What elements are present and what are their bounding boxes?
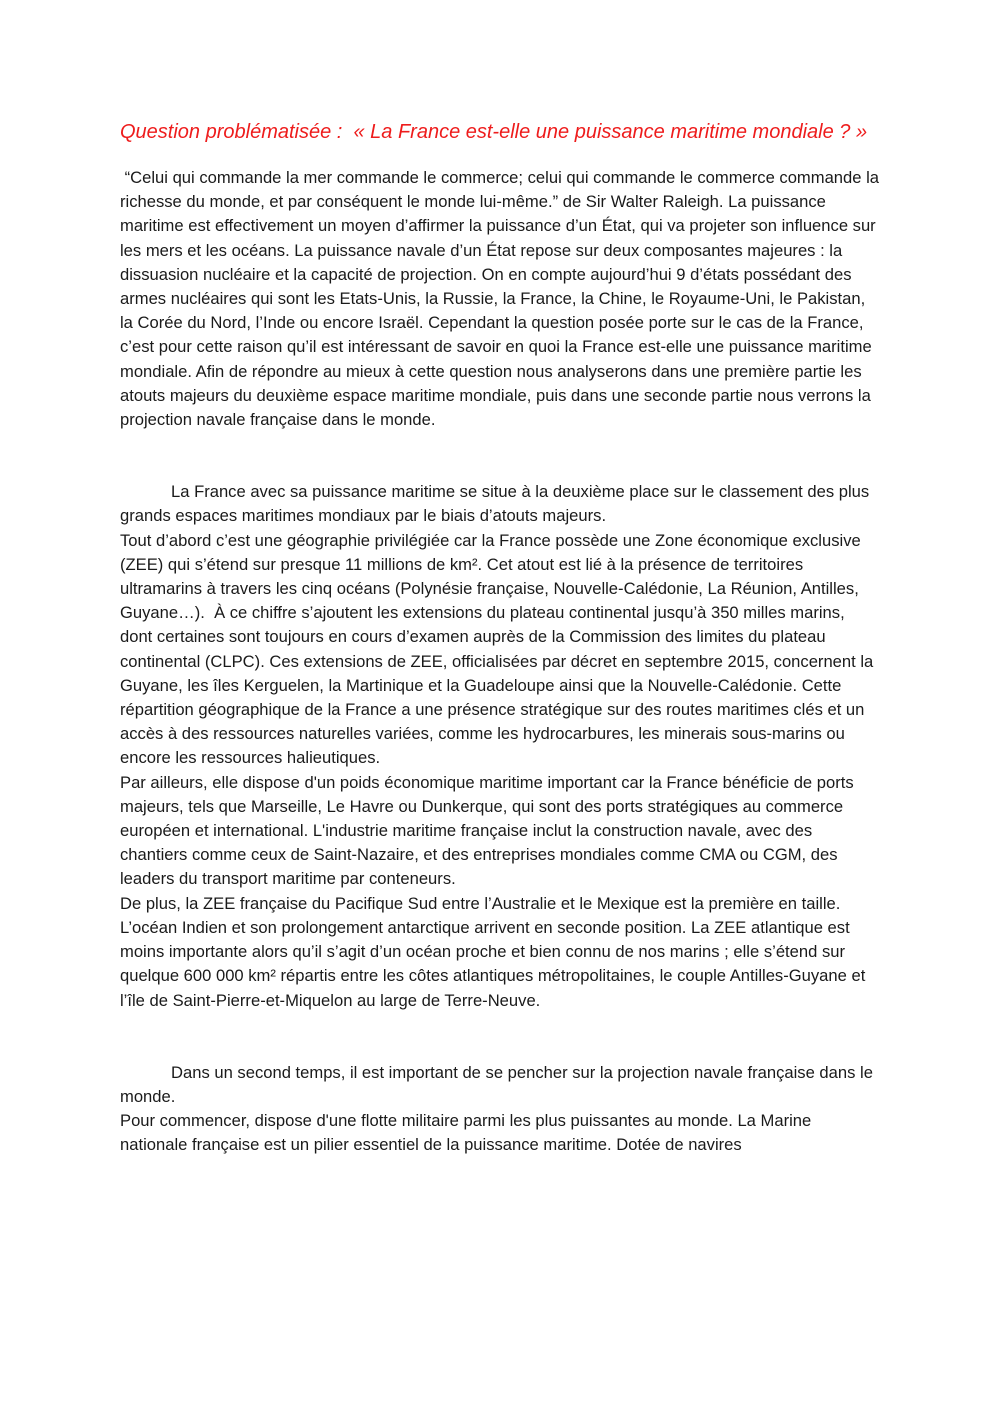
part1-economy-paragraph: Par ailleurs, elle dispose d'un poids économique maritime important car la France bénéficie de ports majeurs, tels que Marseille, Le Havre ou Dunkerque, qui sont des ports stratégiques au commerce européen et international. L'industrie maritime française inclut la construction navale, avec des chantiers comme ceux de Saint-Nazaire, et des entreprises mondiales comme CMA ou CGM, des leaders du transport maritime par conteneurs.: [120, 772, 859, 889]
part1-zee-paragraph: De plus, la ZEE française du Pacifique Sud entre l’Australie et le Mexique est la première en taille. L’océan Indien et son prolongement antarctique arrivent en seconde position. La ZEE atlantique est moins importante alors qu’il s’agit d’un océan proche et bien connu de nos marins ; elle s’étend sur quelque 600 000 km² répartis entre les côtes atlantiques métropolitaines, le couple Antilles-Guyane et l’île de Saint-Pierre-et-Miquelon au large de Terre-Neuve.: [120, 893, 870, 1010]
part1-opening-paragraph: La France avec sa puissance maritime se situe à la deuxième place sur le classement des plus grands espaces maritimes mondiaux par le biais d’atouts majeurs.: [120, 482, 874, 526]
part1-geography-paragraph: Tout d’abord c’est une géographie privilégiée car la France possède une Zone économique exclusive (ZEE) qui s’étend sur presque 11 millions de km². Cet atout est lié à la présence de territoires ultramarins à travers les cinq océans (Polynésie française, Nouvelle-Calédonie, La Réunion, Antilles, Guyane…). À ce chiffre s’ajoutent les extensions du plateau continental jusqu’à 350 milles marins, dont certaines sont toujours en cours d’examen auprès de la Commission des limites du plateau continental (CLPC). Ces extensions de ZEE, officialisées par décret en septembre 2015, concernent la Guyane, les îles Kerguelen, la Martinique et la Guadeloupe ainsi que la Nouvelle-Calédonie. Cette répartition géographique de la France a une présence stratégique sur des routes maritimes clés et un accès à des ressources naturelles variées, comme les hydrocarbures, les minerais sous-marins ou encore les ressources halieutiques.: [120, 530, 878, 768]
spacer: [120, 1013, 880, 1061]
document-body: [120, 118, 884, 1158]
part2-opening-paragraph: Dans un second temps, il est important de se pencher sur la projection navale française dans le monde.: [120, 1062, 878, 1106]
part2-fleet-paragraph: Pour commencer, dispose d'une flotte militaire parmi les plus puissantes au monde. La Marine nationale française est un pilier essentiel de la puissance maritime. Dotée de navires: [120, 1111, 816, 1155]
spacer: [120, 146, 880, 166]
spacer: [120, 432, 880, 480]
question-title: Question problématisée : « La France est-elle une puissance maritime mondiale ? »: [120, 121, 868, 143]
introduction-paragraph: “Celui qui commande la mer commande le commerce; celui qui commande le commerce commande la richesse du monde, et par conséquent le monde lui-même.” de Sir Walter Raleigh. La puissance maritime est effectivement un moyen d’affirmer la puissance d’un État, qui va projeter son influence sur les mers et les océans. La puissance navale d’un État repose sur deux composantes majeures : la dissuasion nucléaire et la capacité de projection. On en compte aujourd’hui 9 d’états possédant des armes nucléaires qui sont les Etats-Unis, la Russie, la France, la Chine, le Royaume-Uni, le Pakistan, la Corée du Nord, l’Inde ou encore Israël. Cependant la question posée porte sur le cas de la France, c’est pour cette raison qu’il est intéressant de savoir en quoi la France est-elle une puissance maritime mondiale. Afin de répondre au mieux à cette question nous analyserons dans une première partie les atouts majeurs du deuxième espace maritime mondiale, puis dans une seconde partie nous verrons la projection navale française dans le monde.: [120, 168, 884, 430]
